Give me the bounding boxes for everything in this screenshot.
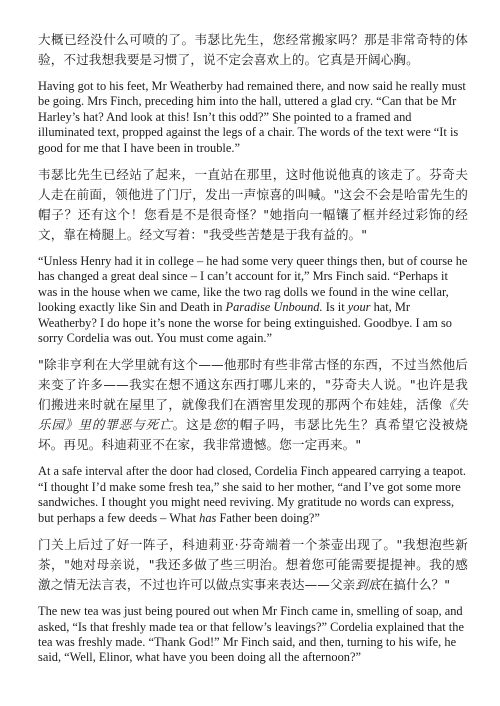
italic-emphasis: has	[199, 510, 217, 525]
text-run: 的帽子吗，韦瑟比先生？真希望它没被烧坏。再见。科迪莉亚不在家，我非常遗憾。您一定再来。"	[38, 417, 468, 453]
text-run: 大概已经没什么可喷的了。韦瑟比先生，您经常搬家吗？那是非常奇特的体验，不过我想我要是习惯了，说不定会喜欢上的。它真是开阔心胸。	[38, 32, 468, 67]
text-run: 门关上后过了好一阵子，科迪莉亚·芬奇端着一个茶壶出现了。"我想泡些新茶，"她对母亲说，"我还多做了些三明治。想着您可能需要提提神。我的感激之情无法言表，不过也许可以做点实事来表达——父亲	[38, 537, 468, 593]
paragraph-en-3	[38, 464, 468, 526]
text-run: At a safe interval after the door had closed, Cordelia Finch appeared carrying a teapot. “I thought I’d make some fresh tea,” she said to her mother, “and I’ve got some more sandwiches. I thought you might need reviving. My gratitude no words can express, but perhaps a few deeds – What	[38, 464, 466, 525]
italic-title: Paradise Unbound.	[225, 300, 323, 315]
italic-title: 《失乐园》里的罪恶与死亡	[38, 397, 468, 433]
text-run: Father been doing?”	[216, 510, 320, 525]
text-run: 在搞什么？"	[380, 577, 451, 593]
text-run: Is it	[322, 300, 348, 315]
text-run: 。这是	[172, 417, 213, 433]
paragraph-en-1	[38, 79, 468, 156]
text-run: hat, Mr Weatherby? I do hope it’s none the worse for being extinguished. Goodbye. I am so sorry Cordelia was out. You must come again.”	[38, 300, 452, 346]
paragraph-zh-4	[38, 535, 468, 595]
text-run: The new tea was just being poured out when Mr Finch came in, smelling of soap, and asked, “Is that freshly made tea or that fellow’s leavings?” Cordelia explained that the tea was freshly made. “Thank God!” Mr Finch said, and then, turning to his wife, he said, “Well, Elinor, what have you been doing all the afternoon?”	[38, 604, 464, 665]
document-page	[38, 30, 468, 675]
paragraph-en-4	[38, 604, 468, 666]
paragraph-zh-1	[38, 30, 468, 70]
italic-emphasis: your	[347, 300, 371, 315]
italic-emphasis: 您	[213, 417, 227, 433]
italic-emphasis: 到底	[355, 577, 381, 593]
paragraph-en-2	[38, 254, 468, 346]
text-run: “Unless Henry had it in college – he had some very queer things then, but of course he has changed a great deal since – I can’t account for it,” Mrs Finch said. “Perhaps it was in the house when we came, like the two rag dolls we found in the wine cellar, looking exactly like Sin and Death in	[38, 254, 468, 315]
paragraph-zh-3	[38, 355, 468, 455]
text-run: Having got to his feet, Mr Weatherby had remained there, and now said he really must be going. Mrs Finch, preceding him into the hall, uttered a glad cry. “Can that be Mr Harley’s hat? And look at this! Isn’t this odd?” She pointed to a framed and illuminated text, propped against the legs of a chair. The words of the text were “It is good for me that I have been in trouble.”	[38, 79, 466, 155]
text-run: "除非亨利在大学里就有这个——他那时有些非常古怪的东西，不过当然他后来变了许多——我实在想不通这东西打哪儿来的，"芬奇夫人说。"也许是我们搬进来时就在屋里了，就像我们在酒窖里发现的那两个布娃娃，活像	[38, 357, 468, 413]
text-run: 韦瑟比先生已经站了起来，一直站在那里，这时他说他真的该走了。芬奇夫人走在前面，领他进了门厅，发出一声惊喜的叫喊。"这会不会是哈雷先生的帽子？还有这个！您看是不是很奇怪？"她指向一幅镶了框并经过彩饰的经文，靠在椅腿上。经文写着："我受些苦楚是于我有益的。"	[38, 167, 468, 243]
paragraph-zh-2	[38, 165, 468, 245]
